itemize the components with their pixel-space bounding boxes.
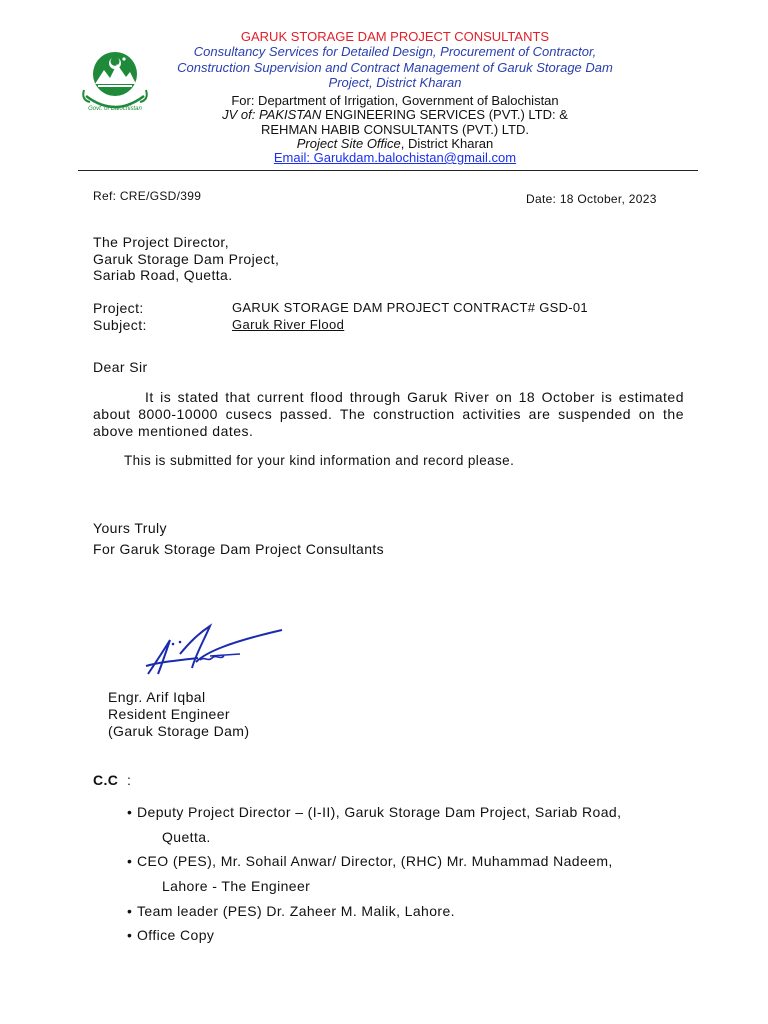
addressee-line-2: Garuk Storage Dam Project,	[93, 251, 280, 267]
body-paragraph-2: This is submitted for your kind information and record please.	[124, 453, 515, 468]
handwritten-signature	[140, 622, 285, 680]
list-item	[127, 903, 455, 919]
org-name: GARUK STORAGE DAM PROJECT CONSULTANTS	[240, 29, 550, 44]
cc-item-2-line-1: CEO (PES), Mr. Sohail Anwar/ Director, (RHC) Mr. Muhammad Nadeem,	[137, 853, 613, 869]
cc-item-3-line-1: Team leader (PES) Dr. Zaheer M. Malik, Lahore.	[137, 903, 455, 919]
list-item	[127, 804, 621, 820]
services-line-1: Consultancy Services for Detailed Design, Procurement of Contractor,	[193, 44, 597, 59]
signatory-org: (Garuk Storage Dam)	[108, 723, 250, 739]
cc-colon: :	[127, 772, 132, 788]
list-item	[127, 927, 214, 943]
addressee-line-3: Sariab Road, Quetta.	[93, 267, 233, 283]
bullet-icon: •	[127, 903, 133, 919]
subject-label: Subject:	[93, 317, 147, 333]
salutation: Dear Sir	[93, 359, 148, 375]
bullet-icon: •	[127, 927, 133, 943]
bullet-icon: •	[127, 804, 133, 820]
site-office-rest: , District Kharan	[400, 136, 494, 151]
jv-rest: ENGINEERING SERVICES (PVT.) LTD: &	[324, 107, 568, 122]
site-office-line	[0, 136, 768, 151]
jv-prefix: JV of:	[222, 107, 256, 122]
cc-item-1-line-2: Quetta.	[162, 829, 211, 845]
cc-label: C.C	[93, 772, 119, 788]
signatory-name: Engr. Arif Iqbal	[108, 689, 206, 705]
bullet-icon: •	[127, 853, 133, 869]
email-link[interactable]: Email: Garukdam.balochistan@gmail.com	[273, 150, 517, 165]
services-line-2: Construction Supervision and Contract Management of Garuk Storage Dam	[177, 60, 613, 75]
services-line-3: Project, District Kharan	[328, 75, 462, 90]
svg-text:Govt. of Balochistan: Govt. of Balochistan	[88, 106, 142, 112]
subject-value: Garuk River Flood	[232, 317, 345, 332]
project-label: Project:	[93, 300, 144, 316]
email-line	[0, 150, 768, 165]
jv-line-1	[0, 107, 768, 122]
site-office-prefix: Project Site Office	[296, 136, 401, 151]
cc-item-1-line-1: Deputy Project Director – (I-II), Garuk Storage Dam Project, Sariab Road,	[137, 804, 622, 820]
closing: Yours Truly	[93, 520, 167, 536]
closing-for: For Garuk Storage Dam Project Consultants	[93, 541, 385, 557]
letter-date: Date: 18 October, 2023	[526, 192, 657, 206]
cc-item-2-line-2: Lahore - The Engineer	[162, 878, 311, 894]
cc-item-4-line-1: Office Copy	[137, 927, 215, 943]
header-divider	[78, 170, 698, 171]
list-item-continuation	[162, 829, 211, 845]
list-item-continuation	[162, 878, 310, 894]
signature-icon	[140, 622, 285, 680]
jv-pakistan: PAKISTAN	[258, 107, 322, 122]
list-item	[127, 853, 613, 869]
reference-number: Ref: CRE/GSD/399	[93, 189, 202, 203]
project-value: GARUK STORAGE DAM PROJECT CONTRACT# GSD-01	[232, 300, 588, 315]
department-line: For: Department of Irrigation, Government of Balochistan	[231, 93, 559, 108]
addressee-line-1: The Project Director,	[93, 234, 229, 250]
signatory-title: Resident Engineer	[108, 706, 230, 722]
jv-line-2: REHMAN HABIB CONSULTANTS (PVT.) LTD.	[261, 122, 529, 137]
body-paragraph-1: It is stated that current flood through Garuk River on 18 October is estimated about 8000-10000 cusecs passed. The construction activities are suspended on the above mentioned dates.	[93, 389, 684, 439]
